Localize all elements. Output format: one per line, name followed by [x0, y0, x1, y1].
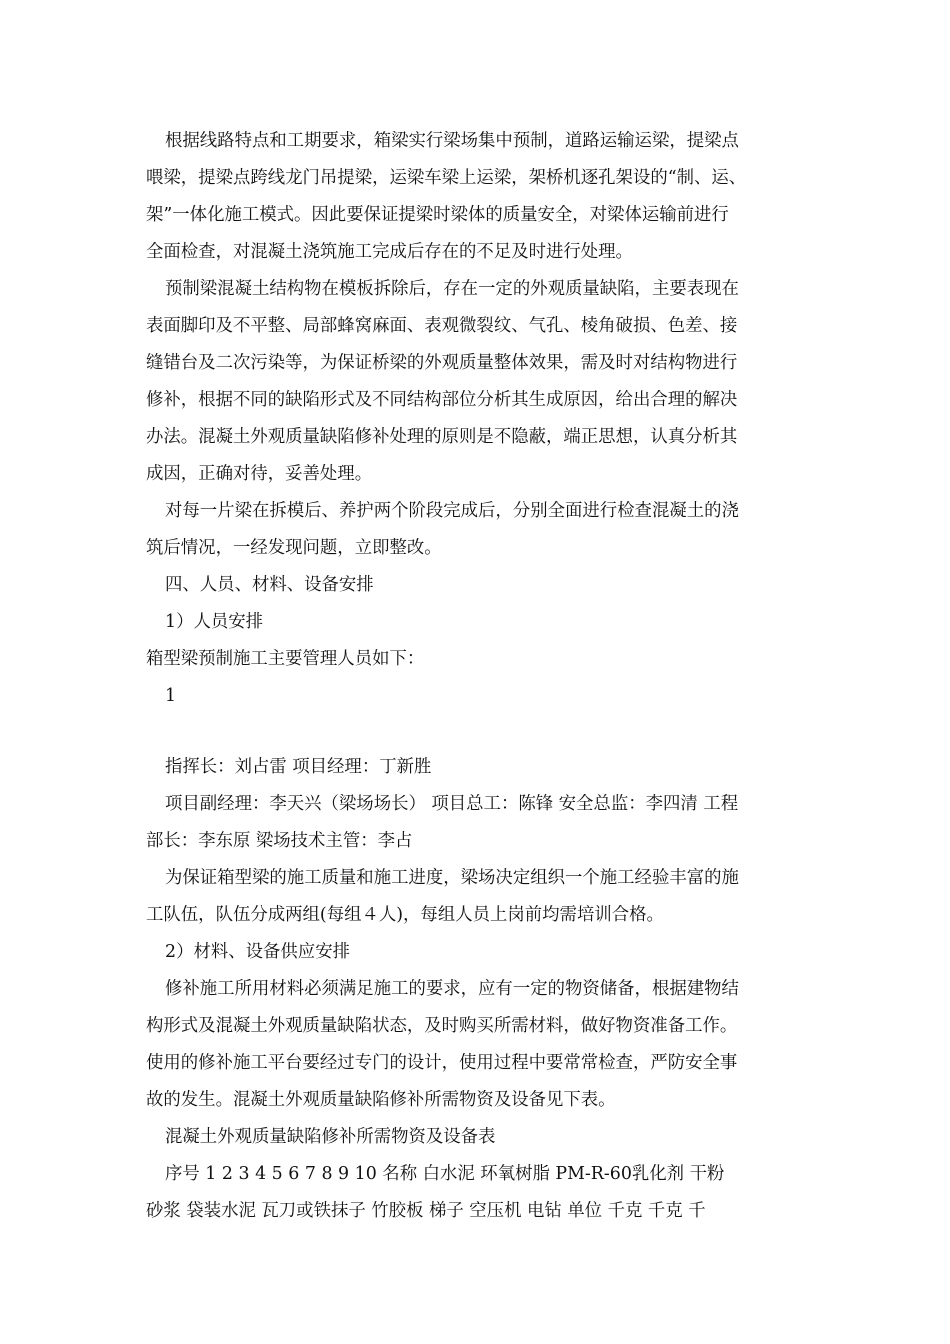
- paragraph-line: 办法。混凝土外观质量缺陷修补处理的原则是不隐蔽，端正思想，认真分析其: [146, 427, 738, 447]
- staff-line: 指挥长：刘占雷 项目经理：丁新胜: [165, 757, 432, 777]
- paragraph-line: 构形式及混凝土外观质量缺陷状态，及时购买所需材料，做好物资准备工作。: [146, 1016, 738, 1036]
- paragraph-line: 修补施工所用材料必须满足施工的要求，应有一定的物资储备，根据建物结: [165, 979, 739, 999]
- paragraph: [146, 271, 806, 493]
- paragraph-line: 缝错台及二次污染等，为保证桥梁的外观质量整体效果，需及时对结构物进行: [146, 353, 738, 373]
- paragraph-line: 为保证箱型梁的施工质量和施工进度，梁场决定组织一个施工经验丰富的施: [165, 868, 739, 888]
- staff-line: 部长：李东原 梁场技术主管：李占: [146, 831, 413, 851]
- paragraph-line: 根据线路特点和工期要求，箱梁实行梁场集中预制，道路运输运梁，提梁点: [165, 131, 739, 151]
- subheading: 2）材料、设备供应安排: [165, 942, 350, 962]
- page-number: 1: [165, 686, 177, 706]
- page-break-gap: [146, 715, 806, 749]
- paragraph-line: 表面脚印及不平整、局部蜂窝麻面、表观微裂纹、气孔、棱角破损、色差、接: [146, 316, 738, 336]
- paragraph-line: 筑后情况，一经发现问题，立即整改。: [146, 538, 442, 558]
- paragraph: [146, 860, 806, 934]
- staff-line: 项目副经理：李天兴（梁场场长） 项目总工：陈锋 安全总监：李四清 工程: [165, 794, 739, 814]
- paragraph-line: 修补，根据不同的缺陷形式及不同结构部位分析其生成原因，给出合理的解决: [146, 390, 738, 410]
- paragraph-line: 架”一体化施工模式。因此要保证提梁时梁体的质量安全，对梁体运输前进行: [146, 205, 729, 225]
- document-page: [146, 123, 806, 1230]
- table-text-line: 序号 1 2 3 4 5 6 7 8 9 10 名称 白水泥 环氧树脂 PM-R-60乳化剂 干粉: [165, 1164, 725, 1184]
- staff-paragraph: [146, 786, 806, 860]
- table-flattened: [146, 1156, 806, 1230]
- paragraph-line: 故的发生。混凝土外观质量缺陷修补所需物资及设备见下表。: [146, 1090, 616, 1110]
- subheading: 1）人员安排: [165, 612, 264, 632]
- paragraph-line: 喂梁，提梁点跨线龙门吊提梁，运梁车梁上运梁，架桥机逐孔架设的“制、运、: [146, 168, 747, 188]
- section-heading: 四、人员、材料、设备安排: [165, 575, 374, 595]
- paragraph-line: 成因，正确对待，妥善处理。: [146, 464, 373, 484]
- table-text-line: 砂浆 袋装水泥 瓦刀或铁抹子 竹胶板 梯子 空压机 电钻 单位 千克 千克 千: [146, 1201, 706, 1221]
- paragraph: [146, 123, 806, 271]
- paragraph-line: 全面检查，对混凝土浇筑施工完成后存在的不足及时进行处理。: [146, 242, 633, 262]
- staff-intro: 箱型梁预制施工主要管理人员如下：: [146, 649, 425, 669]
- paragraph-line: 对每一片梁在拆模后、养护两个阶段完成后，分别全面进行检查混凝土的浇: [165, 501, 739, 521]
- paragraph-line: 使用的修补施工平台要经过专门的设计，使用过程中要常常检查，严防安全事: [146, 1053, 738, 1073]
- paragraph-line: 预制梁混凝土结构物在模板拆除后，存在一定的外观质量缺陷，主要表现在: [165, 279, 739, 299]
- paragraph: [146, 493, 806, 567]
- paragraph-line: 工队伍，队伍分成两组(每组４人)，每组人员上岗前均需培训合格。: [146, 905, 664, 925]
- paragraph: [146, 971, 806, 1119]
- table-title: 混凝土外观质量缺陷修补所需物资及设备表: [165, 1127, 496, 1147]
